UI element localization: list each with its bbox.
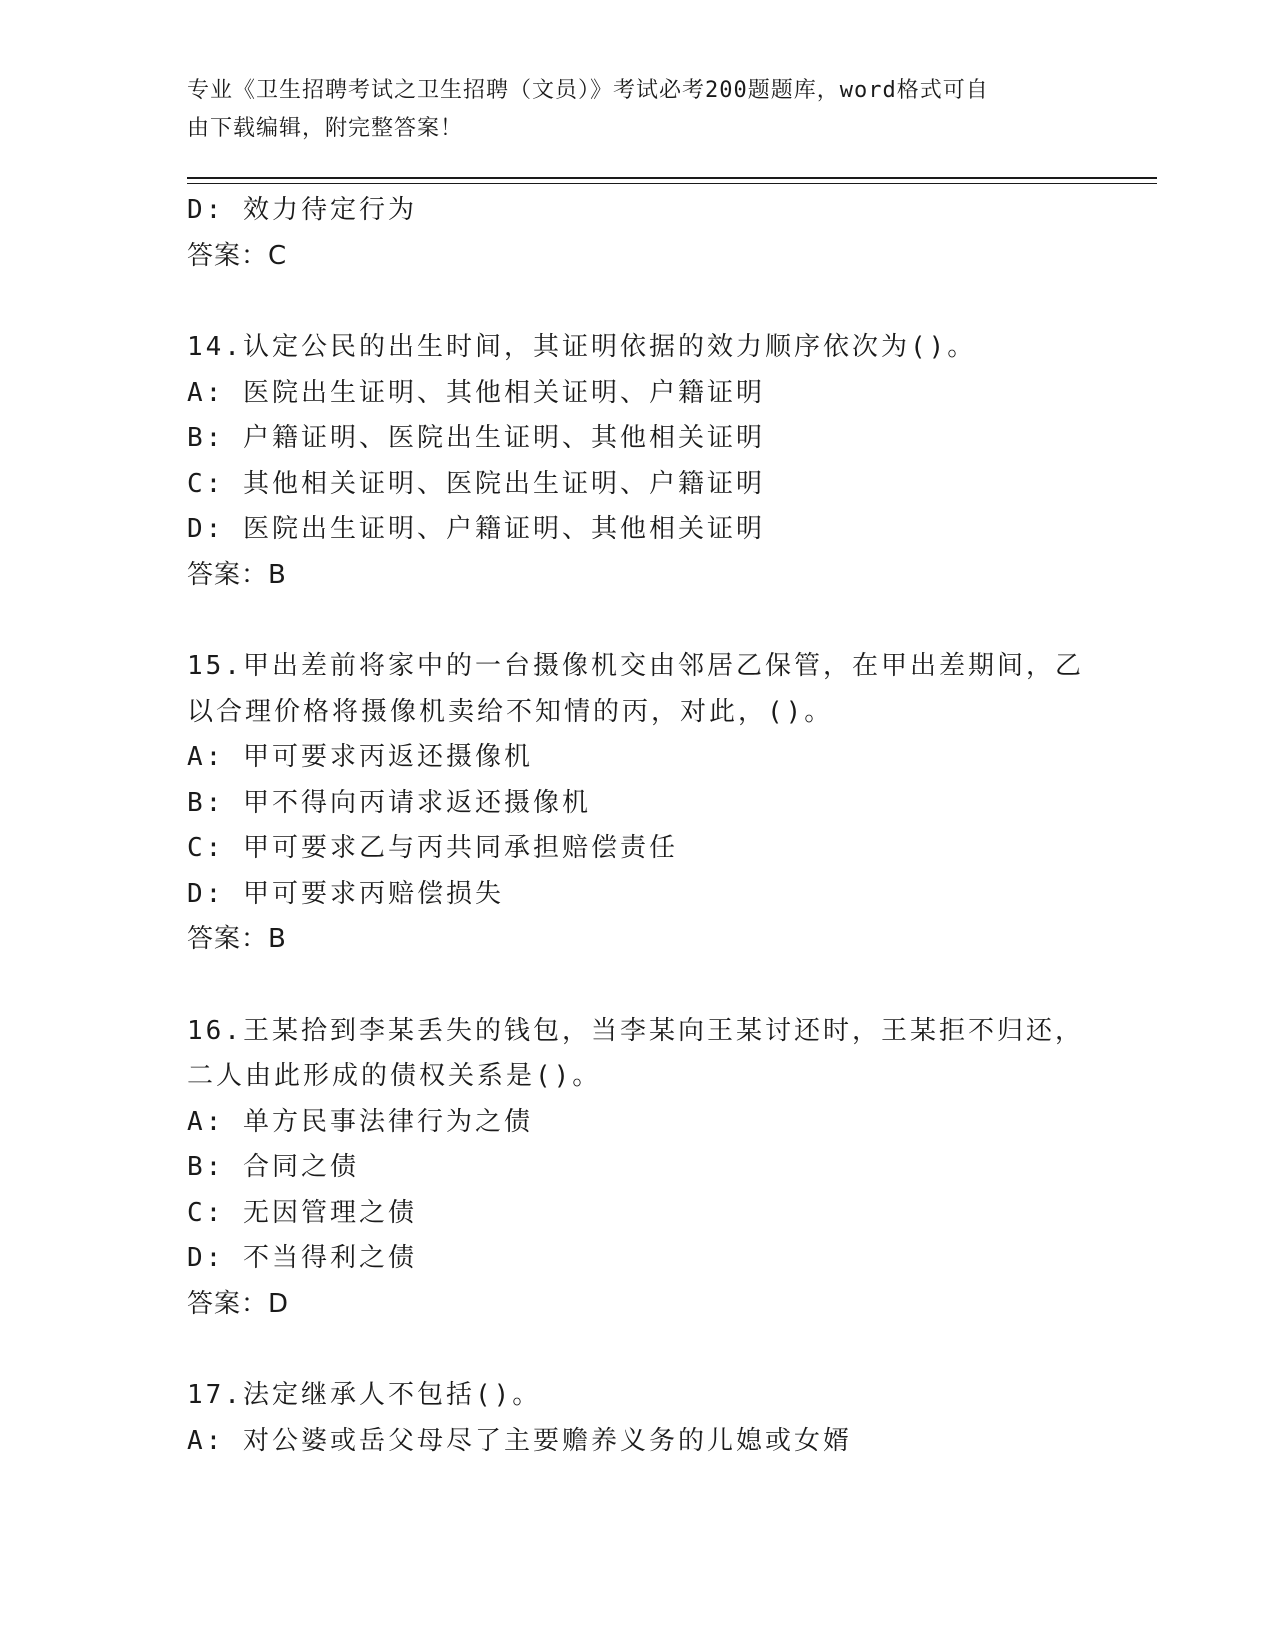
question-13-tail [187, 188, 1157, 279]
spacer [187, 279, 1157, 325]
document-header [187, 72, 1067, 148]
option-c: C: 无因管理之债 [187, 1197, 417, 1228]
header-divider-thick [187, 177, 1157, 179]
option-d: D: 效力待定行为 [187, 195, 417, 225]
answer-line: 答案：D [187, 1288, 290, 1319]
option-d: D: 医院出生证明、户籍证明、其他相关证明 [187, 514, 765, 544]
option-a: A: 对公婆或岳父母尽了主要赡养义务的儿媳或女婿 [187, 1425, 852, 1456]
spacer [187, 598, 1157, 644]
question-15 [187, 644, 1157, 963]
answer-line: 答案：B [187, 559, 287, 590]
question-stem: 14.认定公民的出生时间，其证明依据的效力顺序依次为()。 [187, 332, 977, 362]
answer-line: 答案：C [187, 240, 288, 271]
option-c: C: 甲可要求乙与丙共同承担赔偿责任 [187, 833, 678, 863]
header-line-2: 由下载编辑，附完整答案！ [187, 116, 464, 141]
question-stem: 以合理价格将摄像机卖给不知情的丙，对此，()。 [187, 696, 834, 727]
question-stem: 15.甲出差前将家中的一台摄像机交由邻居乙保管，在甲出差期间，乙 [187, 651, 1084, 681]
question-stem: 二人由此形成的债权关系是()。 [187, 1061, 602, 1091]
option-d: D: 不当得利之债 [187, 1243, 417, 1273]
question-stem: 16.王某拾到李某丢失的钱包，当李某向王某讨还时，王某拒不归还， [187, 1015, 1084, 1046]
header-line-1: 专业《卫生招聘考试之卫生招聘（文员）》考试必考200题题库，word格式可自 [187, 78, 989, 103]
question-16 [187, 1009, 1157, 1328]
option-a: A: 甲可要求丙返还摄像机 [187, 742, 533, 772]
answer-line: 答案：B [187, 924, 287, 954]
spacer [187, 963, 1157, 1009]
question-17 [187, 1373, 1157, 1464]
option-c: C: 其他相关证明、医院出生证明、户籍证明 [187, 468, 765, 499]
option-b: B: 甲不得向丙请求返还摄像机 [187, 787, 591, 818]
question-list [187, 188, 1157, 1464]
option-d: D: 甲可要求丙赔偿损失 [187, 878, 504, 909]
option-a: A: 单方民事法律行为之债 [187, 1106, 533, 1137]
option-b: B: 户籍证明、医院出生证明、其他相关证明 [187, 423, 765, 453]
header-divider-thin [187, 183, 1157, 184]
document-page [187, 0, 1157, 1650]
question-14 [187, 325, 1157, 598]
spacer [187, 1327, 1157, 1373]
question-stem: 17.法定继承人不包括()。 [187, 1380, 542, 1410]
option-a: A: 医院出生证明、其他相关证明、户籍证明 [187, 377, 765, 408]
option-b: B: 合同之债 [187, 1152, 359, 1182]
